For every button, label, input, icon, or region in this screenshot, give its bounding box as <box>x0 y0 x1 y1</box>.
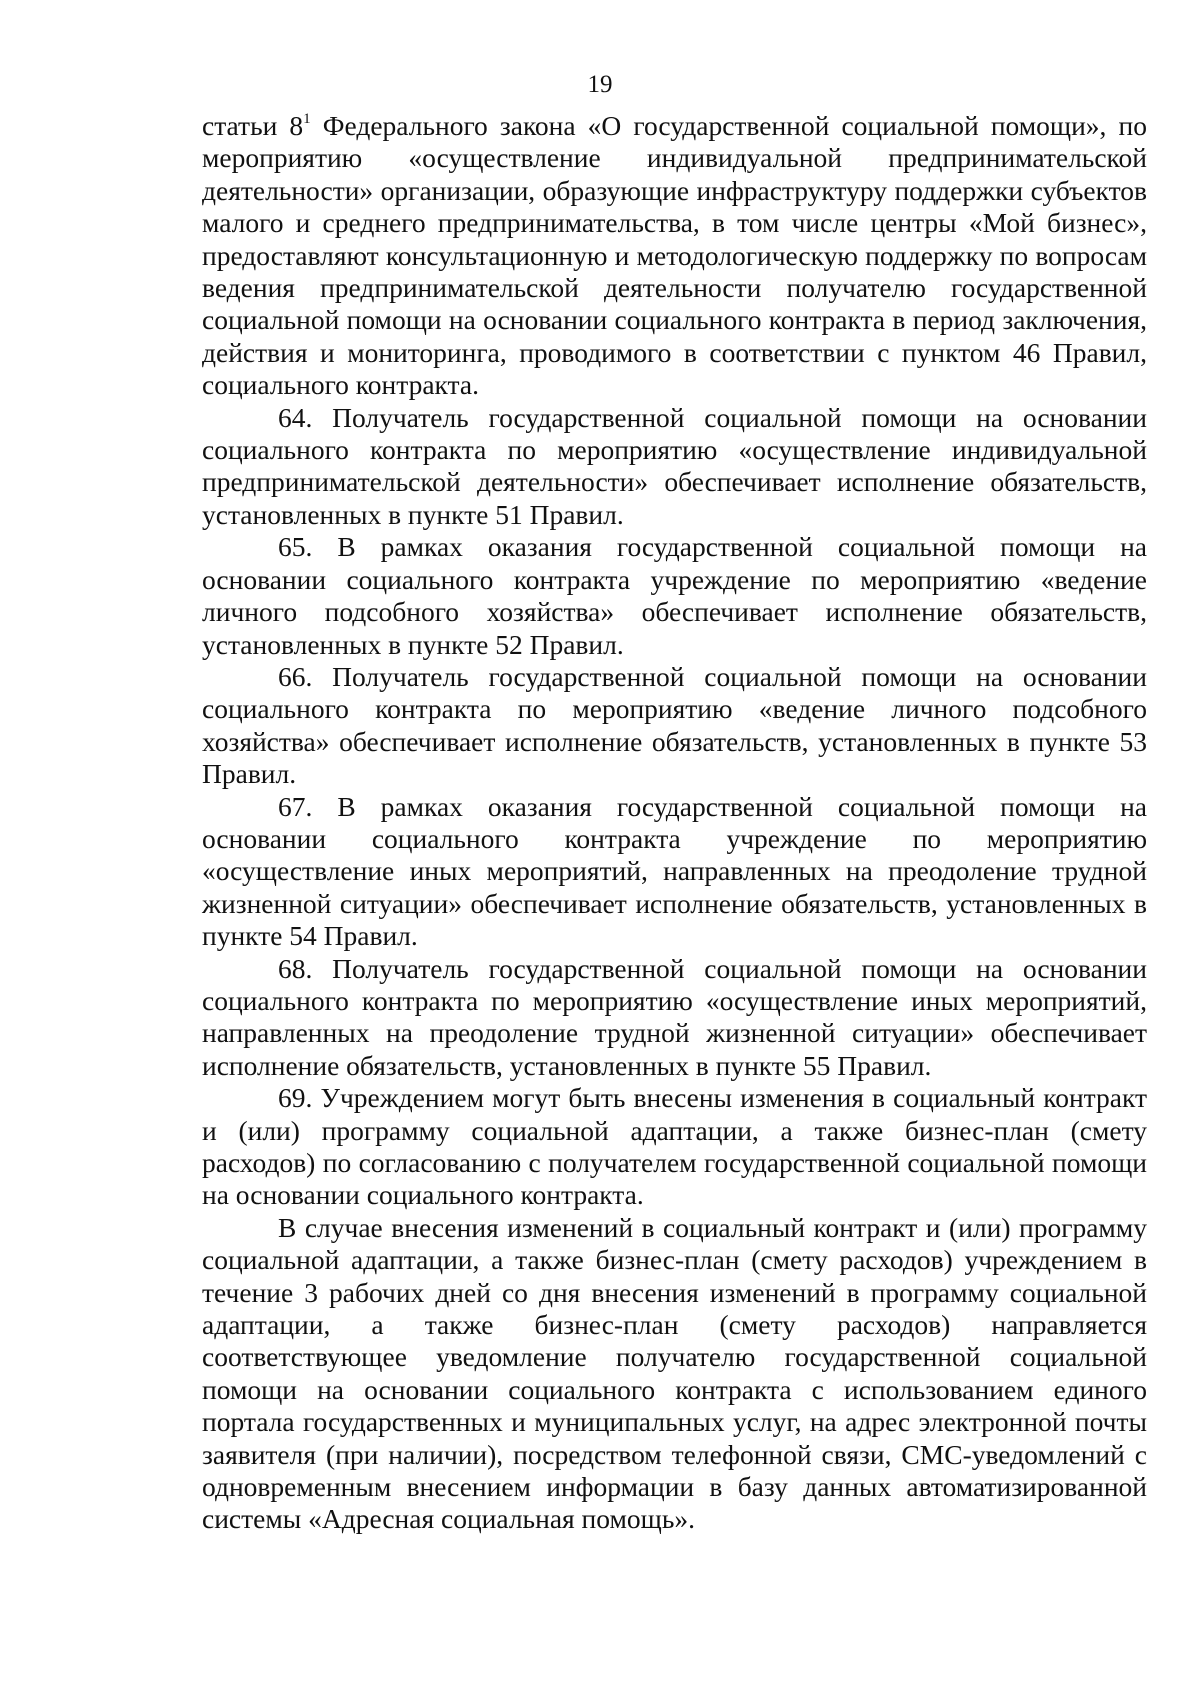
paragraph-69: 69. Учреждением могут быть внесены изменения в социальный контракт и (или) программу социальной адаптации, а также бизнес-план (смету расходов) по согласованию с получателем государственной социальной помощи на основании социального контракта. <box>202 1082 1147 1211</box>
continuation-text-start: статьи 8 <box>202 110 304 141</box>
paragraph-64: 64. Получатель государственной социальной помощи на основании социального контракта по мероприятию «осуществление индивидуальной предпринимательской деятельности» обеспечивает исполнение обязательств, установленных в пункте 51 Правил. <box>202 401 1147 530</box>
paragraph-67: 67. В рамках оказания государственной социальной помощи на основании социального контракта учреждение по мероприятию «осуществление иных мероприятий, направленных на преодоление трудной жизненной ситуации» обеспечивает исполнение обязательств, установленных в пункте 54 Правил. <box>202 790 1147 952</box>
page-number: 19 <box>587 71 613 98</box>
article-superscript: 1 <box>303 111 311 127</box>
paragraph-69-continuation: В случае внесения изменений в социальный контракт и (или) программу социальной адаптации, а также бизнес-план (смету расходов) учреждением в течение 3 рабочих дней со дня внесения изменений в программу социальной адаптации, а также бизнес-план (смету расходов) направляется соответствующее уведомление получателю государственной социальной помощи на основании социального контракта с использованием единого портала государственных и муниципальных услуг, на адрес электронной почты заявителя (при наличии), посредством телефонной связи, СМС-уведомлений с одновременным внесением информации в базу данных автоматизированной системы «Адресная социальная помощь». <box>202 1211 1147 1535</box>
document-body <box>202 110 1147 1536</box>
paragraph-continuation <box>202 110 1147 402</box>
paragraph-68: 68. Получатель государственной социальной помощи на основании социального контракта по мероприятию «осуществление иных мероприятий, направленных на преодоление трудной жизненной ситуации» обеспечивает исполнение обязательств, установленных в пункте 55 Правил. <box>202 952 1147 1081</box>
paragraph-66: 66. Получатель государственной социальной помощи на основании социального контракта по мероприятию «ведение личного подсобного хозяйства» обеспечивает исполнение обязательств, установленных в пункте 53 Правил. <box>202 660 1147 790</box>
paragraph-65: 65. В рамках оказания государственной социальной помощи на основании социального контракта учреждение по мероприятию «ведение личного подсобного хозяйства» обеспечивает исполнение обязательств, установленных в пункте 52 Правил. <box>202 531 1147 660</box>
continuation-text-rest: Федерального закона «О государственной социальной помощи», по мероприятию «осуществление индивидуальной предпринимательской деятельности» организации, образующие инфраструктуру поддержки субъектов малого и среднего предпринимательства, в том числе центры «Мой бизнес», предоставляют консультационную и методологическую поддержку по вопросам ведения предпринимательской деятельности получателю государственной социальной помощи на основании социального контракта в период заключения, действия и мониторинга, проводимого в соответствии с пунктом 46 Правил, социального контракта. <box>202 110 1147 401</box>
